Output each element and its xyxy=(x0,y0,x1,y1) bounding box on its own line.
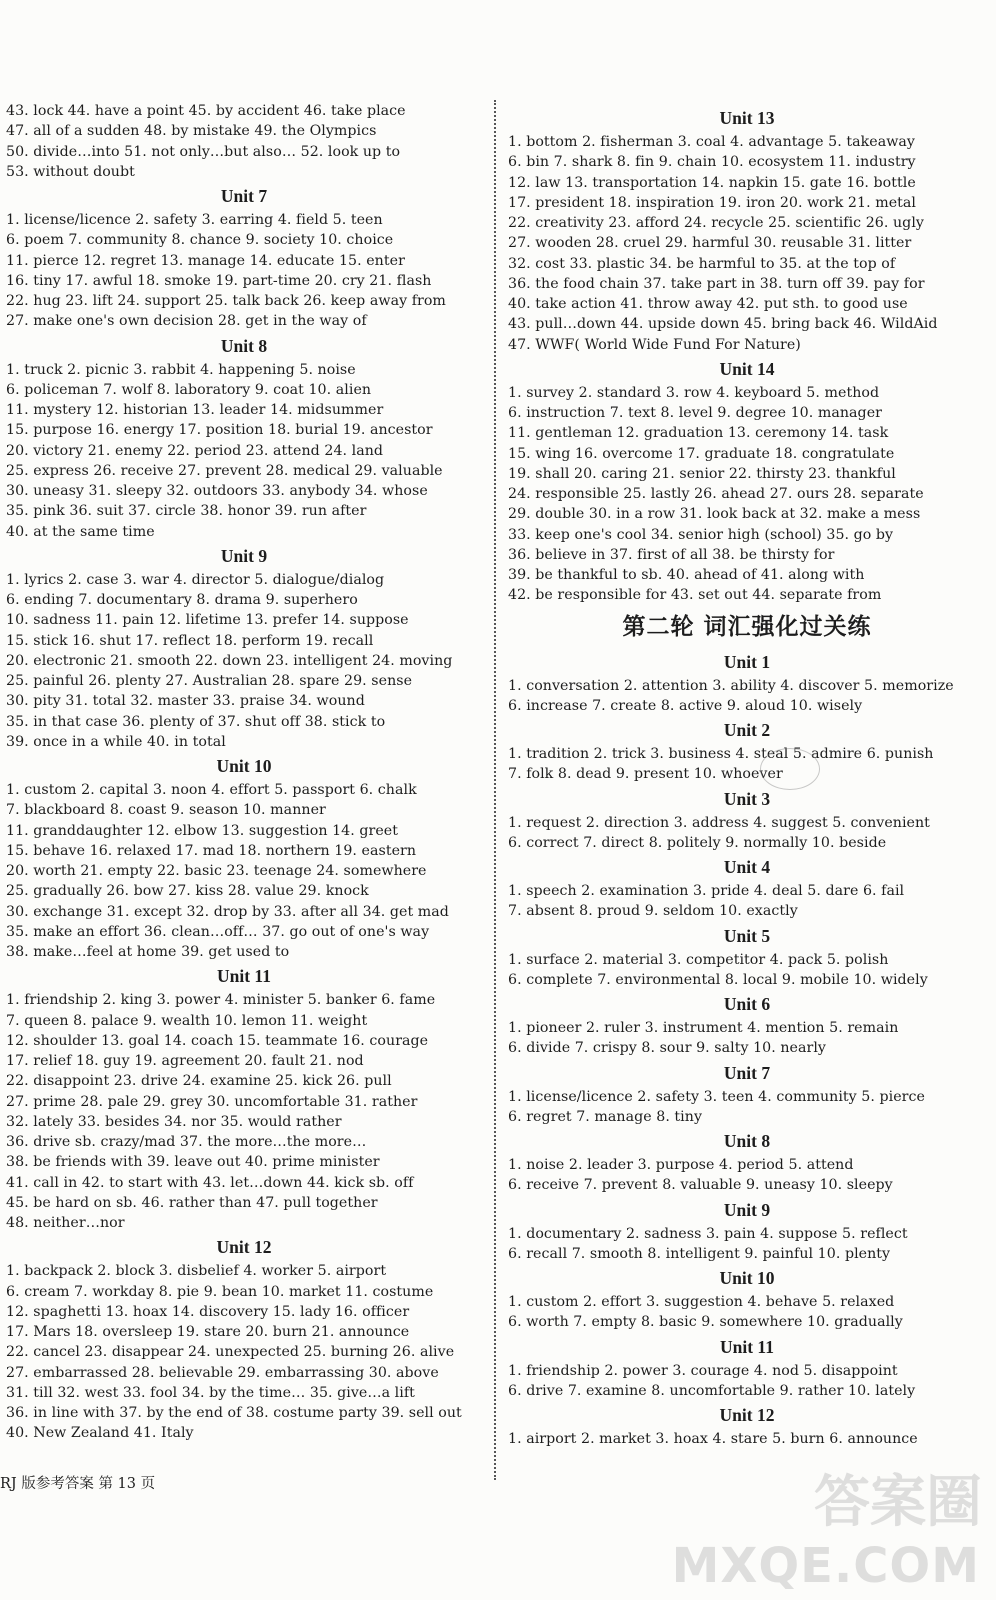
answer-line: 39. once in a while 40. in total xyxy=(6,733,226,750)
answer-line: 47. all of a sudden 48. by mistake 49. the Olympics xyxy=(6,123,377,140)
answer-line: 30. uneasy 31. sleepy 32. outdoors 33. anybody 34. whose xyxy=(6,483,428,499)
handwritten-mark xyxy=(760,748,820,790)
unit-heading: Unit 5 xyxy=(723,925,771,946)
answer-line: 12. spaghetti 13. hoax 14. discovery 15. lady 16. officer xyxy=(6,1303,410,1320)
unit-heading: Unit 8 xyxy=(220,335,268,356)
answer-line: 1. speech 2. examination 3. pride 4. deal 5. dare 6. fail xyxy=(508,883,905,899)
answer-line: 41. call in 42. to start with 43. let…down 44. kick sb. off xyxy=(6,1174,414,1191)
answer-line: 53. without doubt xyxy=(6,163,135,180)
page-footer: RJ 版参考答案 第 13 页 xyxy=(0,1476,156,1492)
unit-heading: Unit 7 xyxy=(723,1062,771,1083)
answer-line: 1. documentary 2. sadness 3. pain 4. suppose 5. reflect xyxy=(508,1225,908,1242)
unit-heading: Unit 7 xyxy=(220,186,268,206)
answer-line: 11. mystery 12. historian 13. leader 14. midsummer xyxy=(6,402,384,418)
answer-line: 31. till 32. west 33. fool 34. by the time… 35. give…a lift xyxy=(6,1384,415,1401)
answer-line: 42. be responsible for 43. set out 44. separate from xyxy=(508,587,882,604)
answer-line: 29. double 30. in a row 31. look back at 32. make a mess xyxy=(508,506,921,523)
answer-line: 1. license/licence 2. safety 3. teen 4. community 5. pierce xyxy=(508,1088,925,1105)
answer-line: 20. worth 21. empty 22. basic 23. teenage 24. somewhere xyxy=(6,863,427,879)
answer-line: 35. in that case 36. plenty of 37. shut off 38. stick to xyxy=(6,713,386,730)
answer-line: 27. prime 28. pale 29. grey 30. uncomfortable 31. rather xyxy=(6,1093,418,1110)
answer-line: 19. shall 20. caring 21. senior 22. thirsty 23. thankful xyxy=(508,465,896,482)
answer-line: 48. neither…nor xyxy=(6,1215,125,1231)
answer-line: 43. pull…down 44. upside down 45. bring back 46. WildAid xyxy=(508,316,938,333)
answer-line: 45. be hard on sb. 46. rather than 47. pull together xyxy=(6,1194,378,1211)
unit-heading: Unit 8 xyxy=(723,1131,771,1151)
answer-line: 32. cost 33. plastic 34. be harmful to 35. at the top of xyxy=(508,255,896,272)
answer-line: 50. divide…into 51. not only…but also… 52. look up to xyxy=(6,143,401,160)
unit-heading: Unit 9 xyxy=(723,1199,771,1220)
answer-line: 38. be friends with 39. leave out 40. prime minister xyxy=(6,1154,380,1171)
answer-line: 6. drive 7. examine 8. uncomfortable 9. rather 10. lately xyxy=(508,1382,916,1399)
answer-line: 11. gentleman 12. graduation 13. ceremony 14. task xyxy=(508,425,889,442)
answer-line: 40. New Zealand 41. Italy xyxy=(6,1425,194,1442)
answer-line: 15. wing 16. overcome 17. graduate 18. congratulate xyxy=(508,445,895,462)
answer-line: 1. friendship 2. king 3. power 4. minister 5. banker 6. fame xyxy=(6,992,436,1009)
answer-line: 15. purpose 16. energy 17. position 18. burial 19. ancestor xyxy=(6,422,433,439)
unit-heading: Unit 12 xyxy=(719,1405,775,1425)
answer-line: 1. tradition 2. trick 3. business 4. steal 5. admire 6. punish xyxy=(508,746,934,762)
answer-line: 33. keep one's cool 34. senior high (school) 35. go by xyxy=(508,526,894,543)
answer-line: 1. airport 2. market 3. hoax 4. stare 5. burn 6. announce xyxy=(508,1431,918,1447)
answer-line: 36. in line with 37. by the end of 38. costume party 39. sell out xyxy=(6,1405,462,1421)
answer-line: 22. cancel 23. disappear 24. unexpected 25. burning 26. alive xyxy=(6,1344,455,1361)
answer-line: 6. divide 7. crispy 8. sour 9. salty 10. nearly xyxy=(508,1040,827,1057)
unit-heading: Unit 2 xyxy=(723,720,771,740)
answer-line: 47. WWF( World Wide Fund For Nature) xyxy=(508,336,801,353)
answer-line: 6. cream 7. workday 8. pie 9. bean 10. market 11. costume xyxy=(6,1283,434,1300)
answer-line: 25. express 26. receive 27. prevent 28. medical 29. valuable xyxy=(6,462,443,479)
answer-line: 11. granddaughter 12. elbow 13. suggestion 14. greet xyxy=(6,822,398,839)
unit-heading: Unit 9 xyxy=(220,545,268,566)
answer-line: 35. pink 36. suit 37. circle 38. honor 39. run after xyxy=(6,503,367,520)
answer-line: 15. behave 16. relaxed 17. mad 18. northern 19. eastern xyxy=(6,842,417,859)
answer-line: 27. make one's own decision 28. get in the way of xyxy=(6,313,367,330)
answer-line: 22. disappoint 23. drive 24. examine 25. kick 26. pull xyxy=(6,1073,392,1090)
unit-heading: Unit 12 xyxy=(216,1237,272,1258)
unit-heading: Unit 13 xyxy=(719,108,775,128)
answer-line: 22. creativity 23. afford 24. recycle 25. scientific 26. ugly xyxy=(508,215,924,231)
answer-line: 7. folk 8. dead 9. present 10. whoever xyxy=(508,766,783,783)
answer-line: 7. blackboard 8. coast 9. season 10. manner xyxy=(6,802,326,819)
left-column xyxy=(6,0,482,1444)
answer-line: 36. the food chain 37. take part in 38. turn off 39. pay for xyxy=(508,275,925,292)
answer-line: 6. recall 7. smooth 8. intelligent 9. painful 10. plenty xyxy=(508,1245,891,1262)
answer-line: 38. make…feel at home 39. get used to xyxy=(6,944,290,960)
answer-line: 6. regret 7. manage 8. tiny xyxy=(508,1108,703,1125)
answer-line: 15. stick 16. shut 17. reflect 18. perform 19. recall xyxy=(6,632,374,649)
answer-line: 27. wooden 28. cruel 29. harmful 30. reusable 31. litter xyxy=(508,235,912,252)
unit-heading: Unit 11 xyxy=(217,966,271,987)
answer-line: 6. receive 7. prevent 8. valuable 9. uneasy 10. sleepy xyxy=(508,1177,893,1194)
answer-line: 1. noise 2. leader 3. purpose 4. period 5. attend xyxy=(508,1157,854,1173)
answer-line: 11. pierce 12. regret 13. manage 14. educate 15. enter xyxy=(6,252,405,269)
answer-line: 1. conversation 2. attention 3. ability 4. discover 5. memorize xyxy=(508,677,954,694)
answer-line: 6. correct 7. direct 8. politely 9. normally 10. beside xyxy=(508,834,887,851)
answer-line: 1. request 2. direction 3. address 4. suggest 5. convenient xyxy=(508,814,930,831)
answer-line: 40. take action 41. throw away 42. put sth. to good use xyxy=(508,296,908,312)
answer-line: 6. instruction 7. text 8. level 9. degree 10. manager xyxy=(508,405,882,421)
unit-heading: Unit 4 xyxy=(723,857,771,877)
unit-heading: Unit 6 xyxy=(723,994,771,1014)
answer-line: 1. license/licence 2. safety 3. earring 4. field 5. teen xyxy=(6,212,383,228)
right-column xyxy=(508,0,986,1449)
answer-line: 30. exchange 31. except 32. drop by 33. after all 34. get mad xyxy=(6,903,449,920)
answer-line: 20. electronic 21. smooth 22. down 23. intelligent 24. moving xyxy=(6,652,453,669)
answer-line: 6. bin 7. shark 8. fin 9. chain 10. ecosystem 11. industry xyxy=(508,154,916,171)
unit-heading: Unit 10 xyxy=(216,756,272,776)
answer-line: 1. custom 2. effort 3. suggestion 4. behave 5. relaxed xyxy=(508,1294,895,1310)
answer-line: 25. painful 26. plenty 27. Australian 28. spare 29. sense xyxy=(6,673,413,689)
section-title: 第二轮 词汇强化过关练 xyxy=(622,613,872,640)
answer-line: 35. make an effort 36. clean…off… 37. go out of one's way xyxy=(6,923,430,940)
unit-heading: Unit 14 xyxy=(719,358,775,379)
unit-heading: Unit 3 xyxy=(723,788,771,809)
answer-line: 7. absent 8. proud 9. seldom 10. exactly xyxy=(508,903,798,920)
watermark-logo: 答案圈 xyxy=(814,1470,982,1535)
answer-line: 25. gradually 26. bow 27. kiss 28. value 29. knock xyxy=(6,883,369,900)
answer-line: 17. relief 18. guy 19. agreement 20. fault 21. nod xyxy=(6,1053,364,1069)
watermark-url: MXQE.COM xyxy=(671,1538,980,1594)
answer-line: 16. tiny 17. awful 18. smoke 19. part-time 20. cry 21. flash xyxy=(6,272,432,289)
answer-line: 17. Mars 18. oversleep 19. stare 20. burn 21. announce xyxy=(6,1324,410,1340)
answer-line: 7. queen 8. palace 9. wealth 10. lemon 11. weight xyxy=(6,1012,368,1029)
answer-line: 1. custom 2. capital 3. noon 4. effort 5. passport 6. chalk xyxy=(6,782,417,798)
answer-line: 1. lyrics 2. case 3. war 4. director 5. dialogue/dialog xyxy=(6,571,385,588)
answer-line: 30. pity 31. total 32. master 33. praise 34. wound xyxy=(6,693,365,710)
answer-line: 1. truck 2. picnic 3. rabbit 4. happening 5. noise xyxy=(6,361,356,378)
answer-line: 6. poem 7. community 8. chance 9. society 10. choice xyxy=(6,232,394,249)
answer-line: 10. sadness 11. pain 12. lifetime 13. prefer 14. suppose xyxy=(6,612,409,629)
answer-line: 12. law 13. transportation 14. napkin 15. gate 16. bottle xyxy=(508,174,916,191)
answer-line: 6. policeman 7. wolf 8. laboratory 9. coat 10. alien xyxy=(6,381,372,398)
answer-line: 22. hug 23. lift 24. support 25. talk back 26. keep away from xyxy=(6,293,446,309)
answer-line: 1. pioneer 2. ruler 3. instrument 4. mention 5. remain xyxy=(508,1020,899,1036)
unit-heading: Unit 1 xyxy=(723,651,771,672)
answer-line: 40. at the same time xyxy=(6,523,155,540)
answer-line: 32. lately 33. besides 34. nor 35. would rather xyxy=(6,1113,342,1130)
answer-line: 43. lock 44. have a point 45. by accident 46. take place xyxy=(6,103,406,119)
answer-line: 12. shoulder 13. goal 14. coach 15. teammate 16. courage xyxy=(6,1032,429,1049)
answer-line: 20. victory 21. enemy 22. period 23. attend 24. land xyxy=(6,442,384,459)
unit-heading: Unit 11 xyxy=(720,1336,774,1357)
answer-line: 6. worth 7. empty 8. basic 9. somewhere 10. gradually xyxy=(508,1314,903,1331)
unit-heading: Unit 10 xyxy=(719,1268,775,1288)
answer-line: 24. responsible 25. lastly 26. ahead 27. ours 28. separate xyxy=(508,486,924,502)
answer-line: 6. ending 7. documentary 8. drama 9. superhero xyxy=(6,592,358,608)
answer-line: 1. bottom 2. fisherman 3. coal 4. advantage 5. takeaway xyxy=(508,134,915,150)
answer-line: 6. complete 7. environmental 8. local 9. mobile 10. widely xyxy=(508,971,928,988)
answer-line: 39. be thankful to sb. 40. ahead of 41. along with xyxy=(508,567,865,583)
answer-line: 36. drive sb. crazy/mad 37. the more…the more… xyxy=(6,1134,367,1150)
answer-line: 27. embarrassed 28. believable 29. embarrassing 30. above xyxy=(6,1364,439,1381)
answer-line: 6. increase 7. create 8. active 9. aloud 10. wisely xyxy=(508,697,863,714)
answer-line: 1. friendship 2. power 3. courage 4. nod 5. disappoint xyxy=(508,1362,898,1379)
answer-line: 1. backpack 2. block 3. disbelief 4. worker 5. airport xyxy=(6,1263,387,1280)
answer-line: 36. believe in 37. first of all 38. be thirsty for xyxy=(508,546,835,563)
answer-line: 17. president 18. inspiration 19. iron 20. work 21. metal xyxy=(508,194,916,211)
column-divider xyxy=(494,100,496,1480)
answer-line: 1. surface 2. material 3. competitor 4. pack 5. polish xyxy=(508,951,889,968)
answer-line: 1. survey 2. standard 3. row 4. keyboard 5. method xyxy=(508,384,880,401)
